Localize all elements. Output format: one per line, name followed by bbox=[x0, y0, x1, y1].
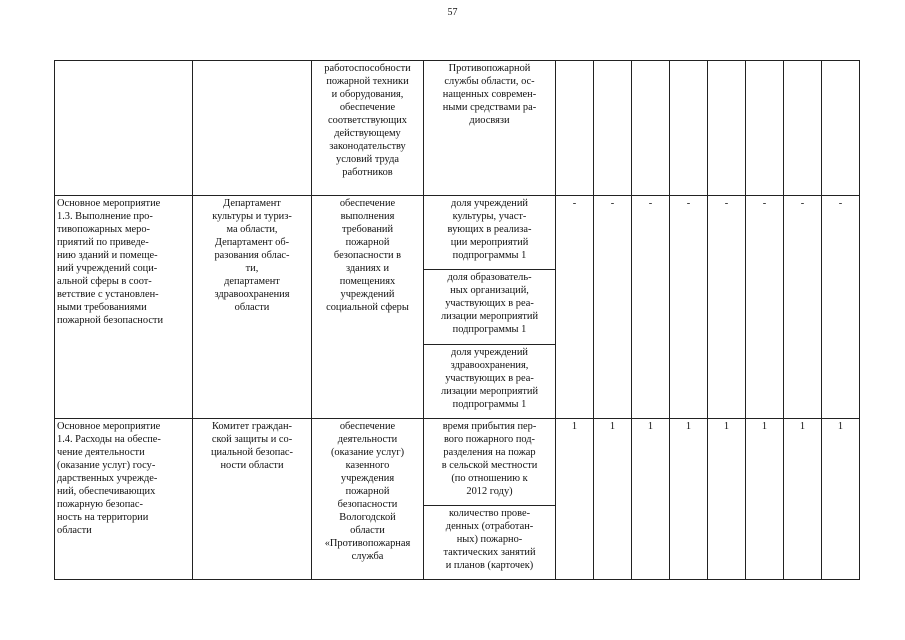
value-cell bbox=[822, 61, 860, 196]
measure-cell: Основное мероприятие 1.4. Расходы на обеспе- чение деятельности (оказание услуг) госу- дарственных учрежде- ний, обеспечивающих пожарную безопас- ность на территории области bbox=[55, 419, 193, 580]
value-cell: - bbox=[556, 196, 594, 419]
value-cell: 1 bbox=[556, 419, 594, 580]
value-cell: 1 bbox=[632, 419, 670, 580]
value-cell: - bbox=[594, 196, 632, 419]
value-cell: 1 bbox=[784, 419, 822, 580]
result-cell: работоспособности пожарной техники и оборудования, обеспечение соответствующих действующему законодательству условий труда работников bbox=[312, 61, 424, 196]
page-number: 57 bbox=[447, 7, 458, 18]
indicator-cell: доля учреждений культуры, участ- вующих в реализа- ции мероприятий подпрограммы 1 bbox=[424, 196, 556, 270]
value-cell: - bbox=[746, 196, 784, 419]
value-cell: - bbox=[784, 196, 822, 419]
indicator-cell: количество прове- денных (отработан- ных) пожарно- тактических занятий и планов (карточек) bbox=[424, 506, 556, 580]
value-cell: 1 bbox=[822, 419, 860, 580]
program-measures-table bbox=[54, 60, 860, 580]
executor-cell: Департамент культуры и туриз- ма области, Департамент об- разования облас- ти, департамент здравоохранения области bbox=[193, 196, 312, 419]
indicator-cell: Противопожарной службы области, ос- нащенных современ- ными средствами ра- диосвязи bbox=[424, 61, 556, 196]
indicator-cell: доля учреждений здравоохранения, участвующих в реа- лизации мероприятий подпрограммы 1 bbox=[424, 345, 556, 419]
result-cell: обеспечение выполнения требований пожарной безопасности в зданиях и помещениях учреждений социальной сферы bbox=[312, 196, 424, 419]
indicator-cell: доля образователь- ных организаций, участвующих в реа- лизации мероприятий подпрограммы 1 bbox=[424, 270, 556, 345]
value-cell: - bbox=[822, 196, 860, 419]
value-cell bbox=[746, 61, 784, 196]
value-cell bbox=[632, 61, 670, 196]
value-cell: 1 bbox=[708, 419, 746, 580]
table-row bbox=[55, 196, 860, 270]
result-cell: обеспечение деятельности (оказание услуг) казенного учреждения пожарной безопасности Вологодской области «Противопожарная служба bbox=[312, 419, 424, 580]
value-cell: 1 bbox=[746, 419, 784, 580]
table-row bbox=[55, 61, 860, 196]
value-cell bbox=[556, 61, 594, 196]
table-row bbox=[55, 419, 860, 506]
measure-cell bbox=[55, 61, 193, 196]
measure-cell: Основное мероприятие 1.3. Выполнение про- тивопожарных меро- приятий по приведе- нию зданий и помеще- ний учреждений соци- альной сферы в соот- ветствие с установлен- ными требованиями пожарной безопасности bbox=[55, 196, 193, 419]
value-cell: 1 bbox=[594, 419, 632, 580]
executor-cell: Комитет граждан- ской защиты и со- циальной безопас- ности области bbox=[193, 419, 312, 580]
value-cell: - bbox=[632, 196, 670, 419]
value-cell bbox=[670, 61, 708, 196]
value-cell: 1 bbox=[670, 419, 708, 580]
value-cell bbox=[708, 61, 746, 196]
executor-cell bbox=[193, 61, 312, 196]
value-cell: - bbox=[708, 196, 746, 419]
value-cell: - bbox=[670, 196, 708, 419]
value-cell bbox=[784, 61, 822, 196]
value-cell bbox=[594, 61, 632, 196]
indicator-cell: время прибытия пер- вого пожарного под- разделения на пожар в сельской местности (по отношению к 2012 году) bbox=[424, 419, 556, 506]
